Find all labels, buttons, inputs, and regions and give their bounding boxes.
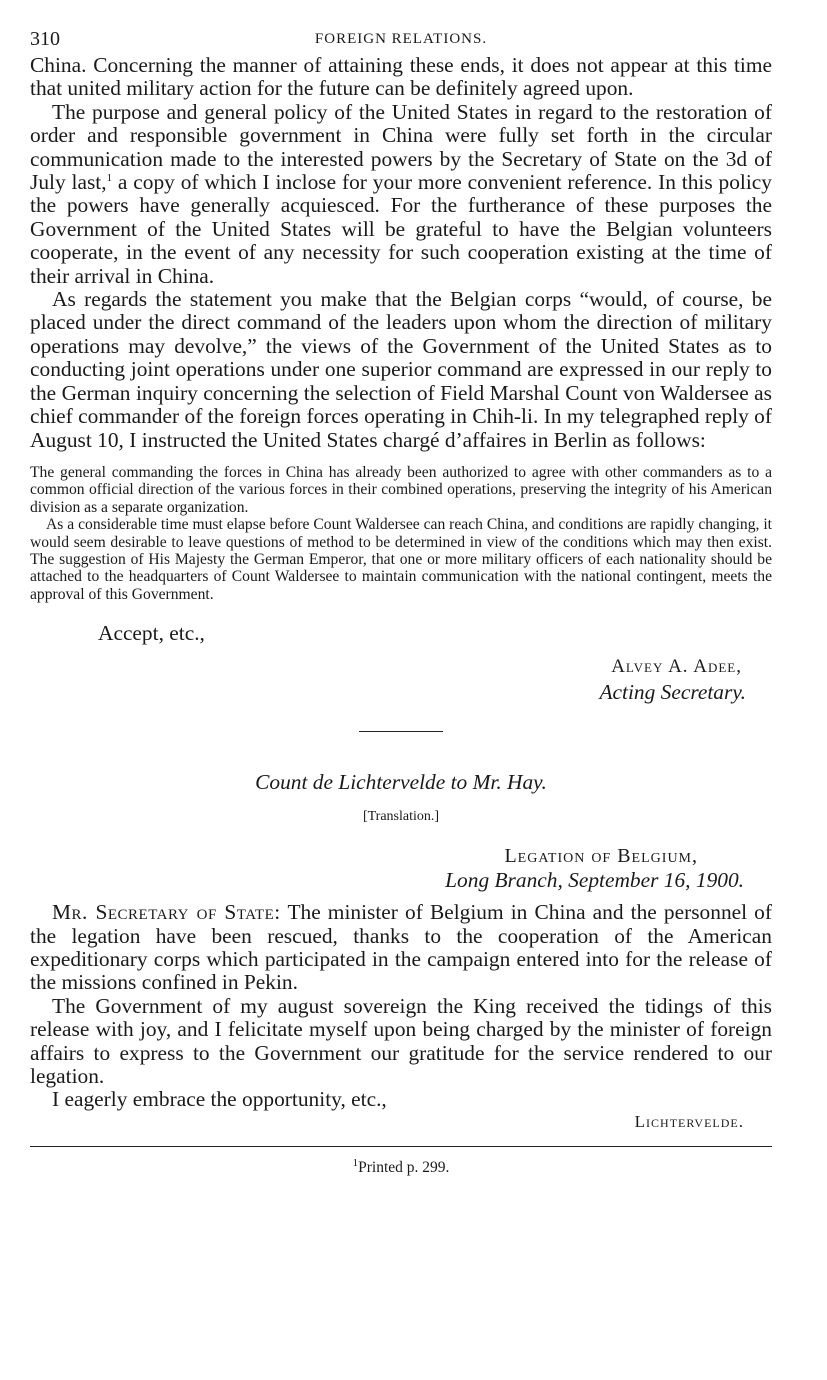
translation-note: [Translation.] xyxy=(362,809,440,825)
page-header xyxy=(30,22,772,54)
running-head: FOREIGN RELATIONS. xyxy=(314,31,488,47)
letter-paragraph-2: The Government of my august sovereign the King received the tidings of this release with joy, and I felicitate myself upon being charged by the minister of foreign affairs to express to the Government our gratitude for the service rendered to our legation. xyxy=(30,993,772,1088)
quoted-instruction-1: The general commanding the forces in China has already been authorized to agree with other commanders as to a common official direction of the various forces in their combined operations, preserving the integrity of his American division as a separate organization. xyxy=(30,463,772,516)
letter-salutation: Mr. Secretary of State: xyxy=(52,900,281,925)
footnote-rule xyxy=(30,1146,772,1147)
signer-name: Alvey A. Adee, xyxy=(611,656,742,678)
paragraph-2-text-b: a copy of which I inclose for your more convenient reference. In this policy the powers have generally acquiesced. For the furtherance of these purposes the Government of the United States will be grateful to have the Belgian volunteers cooperate, in the event of any necessity for such cooperation existing at the time of their arrival in China. xyxy=(30,170,772,288)
footnote-marker: 1 xyxy=(352,1156,359,1169)
paragraph-2-text-a: The purpose and general policy of the United States in regard to the restoration of order and responsible government in China were fully set forth in the circular communication made to the interested powers by the Secretary of State on the 3d of July last, xyxy=(30,99,772,195)
letter-place-date: Long Branch, September 16, 1900. xyxy=(445,868,744,893)
letter-paragraph-1 xyxy=(30,901,772,995)
paragraph-1: China. Concerning the manner of attaining these ends, it does not appear at this time that united military action for the future can be definitely agreed upon. xyxy=(30,53,772,101)
signer-title: Acting Secretary. xyxy=(599,680,746,705)
closing-phrase: Accept, etc., xyxy=(98,621,205,646)
letter-heading: Count de Lichtervelde to Mr. Hay. xyxy=(255,770,547,795)
footnote-text: Printed p. 299. xyxy=(358,1158,450,1176)
letter-legation: Legation of Belgium, xyxy=(504,845,698,868)
letter-paragraph-1-text: The minister of Belgium in China and the personnel of the legation have been rescued, thanks to the cooperation of the American expeditionary corps which participated in the campaign entered into for the release of the missions confined in Pekin. xyxy=(30,900,773,995)
letter-paragraph-3: I eagerly embrace the opportunity, etc., xyxy=(52,1087,387,1112)
quoted-instruction-2: As a considerable time must elapse before Count Waldersee can reach China, and conditions are rapidly changing, it would seem desirable to leave questions of method to be determined in view of the conditions which may then exist. The suggestion of His Majesty the German Emperor, that one or more military officers of each nationality should be attached to the headquarters of Count Waldersee to maintain communication with the national contingent, meets the approval of this Government. xyxy=(30,516,772,603)
letter-signoff: Lichtervelde. xyxy=(634,1111,744,1131)
footnote-reference: 1 xyxy=(106,171,113,184)
page-number: 310 xyxy=(30,28,60,50)
footnote xyxy=(30,1156,772,1177)
section-divider xyxy=(359,731,443,732)
paragraph-2 xyxy=(30,101,772,288)
paragraph-3: As regards the statement you make that the Belgian corps “would, of course, be placed under the direct command of the leaders upon whom the direction of military operations may devolve,” the views of the Government of the United States as to conducting joint operations under one superior command are expressed in our reply to the German inquiry concerning the selection of Field Marshal Count von Waldersee as chief commander of the foreign forces operating in Chih-li. In my telegraphed reply of August 10, I instructed the United States chargé d’affaires in Berlin as follows: xyxy=(30,287,772,452)
document-page xyxy=(30,22,772,1177)
